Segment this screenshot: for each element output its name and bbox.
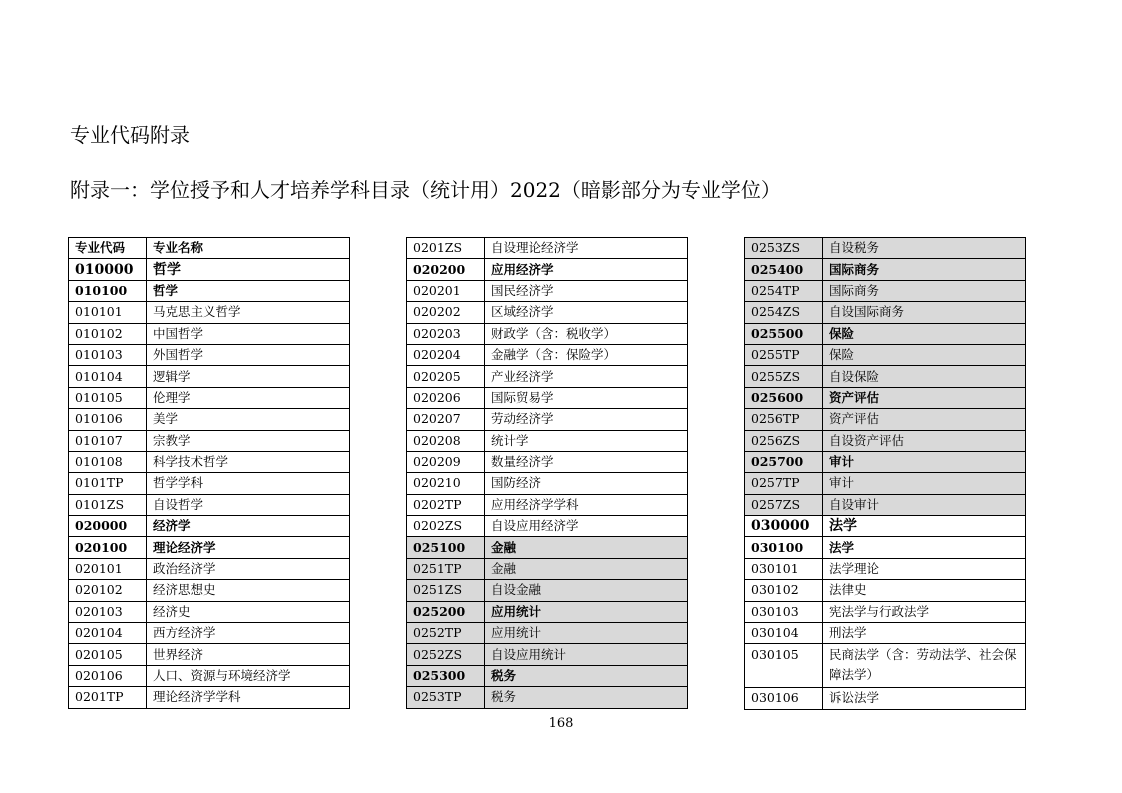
table-row: [69, 344, 350, 365]
subject-code: 0253TP: [407, 687, 485, 708]
subject-code: 030100: [745, 537, 823, 558]
subject-name: 审计: [823, 451, 1026, 472]
subject-name: 资产评估: [823, 409, 1026, 430]
subject-name: 西方经济学: [147, 623, 350, 644]
subject-name: 中国哲学: [147, 323, 350, 344]
table-row: [407, 451, 688, 472]
subject-name: 伦理学: [147, 387, 350, 408]
table-row: [407, 280, 688, 301]
table-row: [407, 665, 688, 686]
subject-name: 自设应用统计: [485, 644, 688, 665]
table-row: [407, 387, 688, 408]
subject-code: 010106: [69, 409, 147, 430]
subject-code: 0202ZS: [407, 516, 485, 537]
subject-name: 国民经济学: [485, 280, 688, 301]
table-row: [69, 323, 350, 344]
subject-code: 0202TP: [407, 494, 485, 515]
subject-code: 020205: [407, 366, 485, 387]
table-row: [407, 366, 688, 387]
subject-code: 020100: [69, 537, 147, 558]
subject-code: 020206: [407, 387, 485, 408]
subject-name: 应用统计: [485, 601, 688, 622]
subject-code: 020202: [407, 302, 485, 323]
subject-code: 020103: [69, 601, 147, 622]
subject-name: 法学: [823, 516, 1026, 537]
subject-name: 世界经济: [147, 644, 350, 665]
subject-name: 经济史: [147, 601, 350, 622]
subject-name: 经济思想史: [147, 580, 350, 601]
table-row: [745, 323, 1026, 344]
subject-code: 030104: [745, 623, 823, 644]
table-row: [407, 623, 688, 644]
subject-code: 010107: [69, 430, 147, 451]
subject-name: 专业名称: [147, 238, 350, 259]
table-row: [69, 451, 350, 472]
table-row: [407, 409, 688, 430]
table-row: [745, 537, 1026, 558]
subject-name: 数量经济学: [485, 451, 688, 472]
subject-table-1: [68, 237, 350, 709]
table-row: [69, 537, 350, 558]
table-row: [745, 302, 1026, 323]
table-row: [745, 344, 1026, 365]
subject-code: 0254TP: [745, 280, 823, 301]
table-row: [69, 601, 350, 622]
table-row: [745, 451, 1026, 472]
table-row: [69, 302, 350, 323]
subject-code: 030103: [745, 601, 823, 622]
subject-name: 逻辑学: [147, 366, 350, 387]
table-row: [745, 516, 1026, 537]
subject-code: 025400: [745, 259, 823, 280]
subject-code: 0253ZS: [745, 238, 823, 259]
subject-code: 030101: [745, 558, 823, 579]
subject-name: 应用统计: [485, 623, 688, 644]
subject-code: 025200: [407, 601, 485, 622]
subject-name: 美学: [147, 409, 350, 430]
subject-name: 宪法学与行政法学: [823, 601, 1026, 622]
subject-name: 哲学学科: [147, 473, 350, 494]
table-row: [407, 302, 688, 323]
table-row: [407, 601, 688, 622]
table-row: [745, 387, 1026, 408]
subject-name: 审计: [823, 473, 1026, 494]
table-row: [69, 430, 350, 451]
subject-code: 020204: [407, 344, 485, 365]
table-row: [69, 516, 350, 537]
subject-name: 金融: [485, 537, 688, 558]
table-row: [745, 494, 1026, 515]
subject-name: 国际贸易学: [485, 387, 688, 408]
subject-name: 哲学: [147, 280, 350, 301]
subject-name: 刑法学: [823, 623, 1026, 644]
subject-code: 020105: [69, 644, 147, 665]
table-row: [745, 473, 1026, 494]
subject-code: 025600: [745, 387, 823, 408]
table-row: [69, 623, 350, 644]
table-row: [407, 323, 688, 344]
subject-name: 经济学: [147, 516, 350, 537]
subject-name: 哲学: [147, 259, 350, 280]
table-row: [745, 623, 1026, 644]
subject-code: 0254ZS: [745, 302, 823, 323]
subject-name: 国际商务: [823, 259, 1026, 280]
subject-code: 020102: [69, 580, 147, 601]
subject-code: 专业代码: [69, 238, 147, 259]
table-row: [745, 238, 1026, 259]
subject-name: 法学理论: [823, 558, 1026, 579]
subject-name: 产业经济学: [485, 366, 688, 387]
subject-code: 020104: [69, 623, 147, 644]
table-row: [69, 238, 350, 259]
subject-name: 法律史: [823, 580, 1026, 601]
table-row: [69, 259, 350, 280]
table-row: [745, 601, 1026, 622]
subject-name: 政治经济学: [147, 558, 350, 579]
subject-name: 保险: [823, 323, 1026, 344]
subject-name: 诉讼法学: [823, 688, 1026, 709]
subject-name: 科学技术哲学: [147, 451, 350, 472]
page-number: 168: [548, 716, 574, 731]
table-row: [69, 494, 350, 515]
subject-name: 自设保险: [823, 366, 1026, 387]
subject-code: 0257ZS: [745, 494, 823, 515]
subject-code: 025500: [745, 323, 823, 344]
subject-code: 020000: [69, 516, 147, 537]
subject-name: 自设应用经济学: [485, 516, 688, 537]
table-row: [745, 644, 1026, 688]
table-row: [69, 580, 350, 601]
subject-name: 税务: [485, 665, 688, 686]
table-row: [69, 644, 350, 665]
subject-code: 010100: [69, 280, 147, 301]
subject-name: 国防经济: [485, 473, 688, 494]
table-row: [69, 558, 350, 579]
subject-name: 应用经济学学科: [485, 494, 688, 515]
subject-name: 民商法学（含：劳动法学、社会保障法学）: [823, 644, 1026, 688]
subject-name: 理论经济学: [147, 537, 350, 558]
appendix-subtitle: 附录一：学位授予和人才培养学科目录（统计用）2022（暗影部分为专业学位）: [70, 178, 781, 202]
table-row: [407, 558, 688, 579]
table-row: [407, 644, 688, 665]
subject-code: 0252ZS: [407, 644, 485, 665]
subject-code: 020106: [69, 665, 147, 686]
table-row: [745, 280, 1026, 301]
table-row: [745, 409, 1026, 430]
subject-code: 010108: [69, 451, 147, 472]
table-row: [407, 473, 688, 494]
subject-code: 030102: [745, 580, 823, 601]
table-row: [69, 387, 350, 408]
table-row: [407, 687, 688, 708]
subject-name: 自设审计: [823, 494, 1026, 515]
table-row: [407, 494, 688, 515]
subject-code: 010104: [69, 366, 147, 387]
subject-name: 马克思主义哲学: [147, 302, 350, 323]
subject-code: 025700: [745, 451, 823, 472]
table-row: [745, 259, 1026, 280]
subject-code: 0101ZS: [69, 494, 147, 515]
subject-code: 010000: [69, 259, 147, 280]
table-row: [407, 238, 688, 259]
subject-code: 0201TP: [69, 687, 147, 708]
subject-name: 资产评估: [823, 387, 1026, 408]
table-row: [745, 366, 1026, 387]
table-row: [407, 430, 688, 451]
subject-code: 020203: [407, 323, 485, 344]
table-row: [745, 580, 1026, 601]
subject-table-2: [406, 237, 688, 709]
table-row: [407, 344, 688, 365]
subject-name: 财政学（含：税收学）: [485, 323, 688, 344]
subject-code: 0252TP: [407, 623, 485, 644]
subject-code: 030000: [745, 516, 823, 537]
subject-name: 外国哲学: [147, 344, 350, 365]
subject-code: 020209: [407, 451, 485, 472]
table-row: [69, 366, 350, 387]
subject-code: 025300: [407, 665, 485, 686]
table-row: [407, 516, 688, 537]
subject-code: 0256ZS: [745, 430, 823, 451]
subject-name: 理论经济学学科: [147, 687, 350, 708]
subject-name: 法学: [823, 537, 1026, 558]
subject-code: 010103: [69, 344, 147, 365]
table-row: [69, 280, 350, 301]
subject-name: 自设哲学: [147, 494, 350, 515]
page-title: 专业代码附录: [70, 123, 190, 147]
subject-code: 020210: [407, 473, 485, 494]
table-row: [69, 473, 350, 494]
subject-code: 030106: [745, 688, 823, 709]
table-row: [745, 558, 1026, 579]
subject-code: 0257TP: [745, 473, 823, 494]
subject-name: 国际商务: [823, 280, 1026, 301]
subject-name: 应用经济学: [485, 259, 688, 280]
subject-code: 0256TP: [745, 409, 823, 430]
table-row: [407, 259, 688, 280]
subject-name: 税务: [485, 687, 688, 708]
subject-code: 0255ZS: [745, 366, 823, 387]
subject-name: 区域经济学: [485, 302, 688, 323]
subject-name: 自设国际商务: [823, 302, 1026, 323]
subject-code: 010101: [69, 302, 147, 323]
table-row: [745, 688, 1026, 709]
table-row: [69, 687, 350, 708]
subject-name: 金融学（含：保险学）: [485, 344, 688, 365]
subject-code: 020101: [69, 558, 147, 579]
table-row: [407, 537, 688, 558]
subject-code: 010105: [69, 387, 147, 408]
subject-code: 025100: [407, 537, 485, 558]
subject-code: 020201: [407, 280, 485, 301]
table-row: [407, 580, 688, 601]
subject-name: 统计学: [485, 430, 688, 451]
subject-code: 0251TP: [407, 558, 485, 579]
table-row: [69, 665, 350, 686]
subject-code: 0255TP: [745, 344, 823, 365]
subject-code: 020207: [407, 409, 485, 430]
subject-code: 0201ZS: [407, 238, 485, 259]
subject-code: 030105: [745, 644, 823, 688]
subject-code: 020200: [407, 259, 485, 280]
subject-code: 0251ZS: [407, 580, 485, 601]
subject-name: 自设理论经济学: [485, 238, 688, 259]
subject-name: 金融: [485, 558, 688, 579]
table-row: [745, 430, 1026, 451]
subject-code: 020208: [407, 430, 485, 451]
subject-name: 自设税务: [823, 238, 1026, 259]
table-row: [69, 409, 350, 430]
subject-name: 人口、资源与环境经济学: [147, 665, 350, 686]
subject-name: 自设金融: [485, 580, 688, 601]
subject-table-3: [744, 237, 1026, 710]
subject-name: 自设资产评估: [823, 430, 1026, 451]
subject-name: 保险: [823, 344, 1026, 365]
subject-name: 宗教学: [147, 430, 350, 451]
subject-name: 劳动经济学: [485, 409, 688, 430]
subject-code: 0101TP: [69, 473, 147, 494]
subject-code: 010102: [69, 323, 147, 344]
